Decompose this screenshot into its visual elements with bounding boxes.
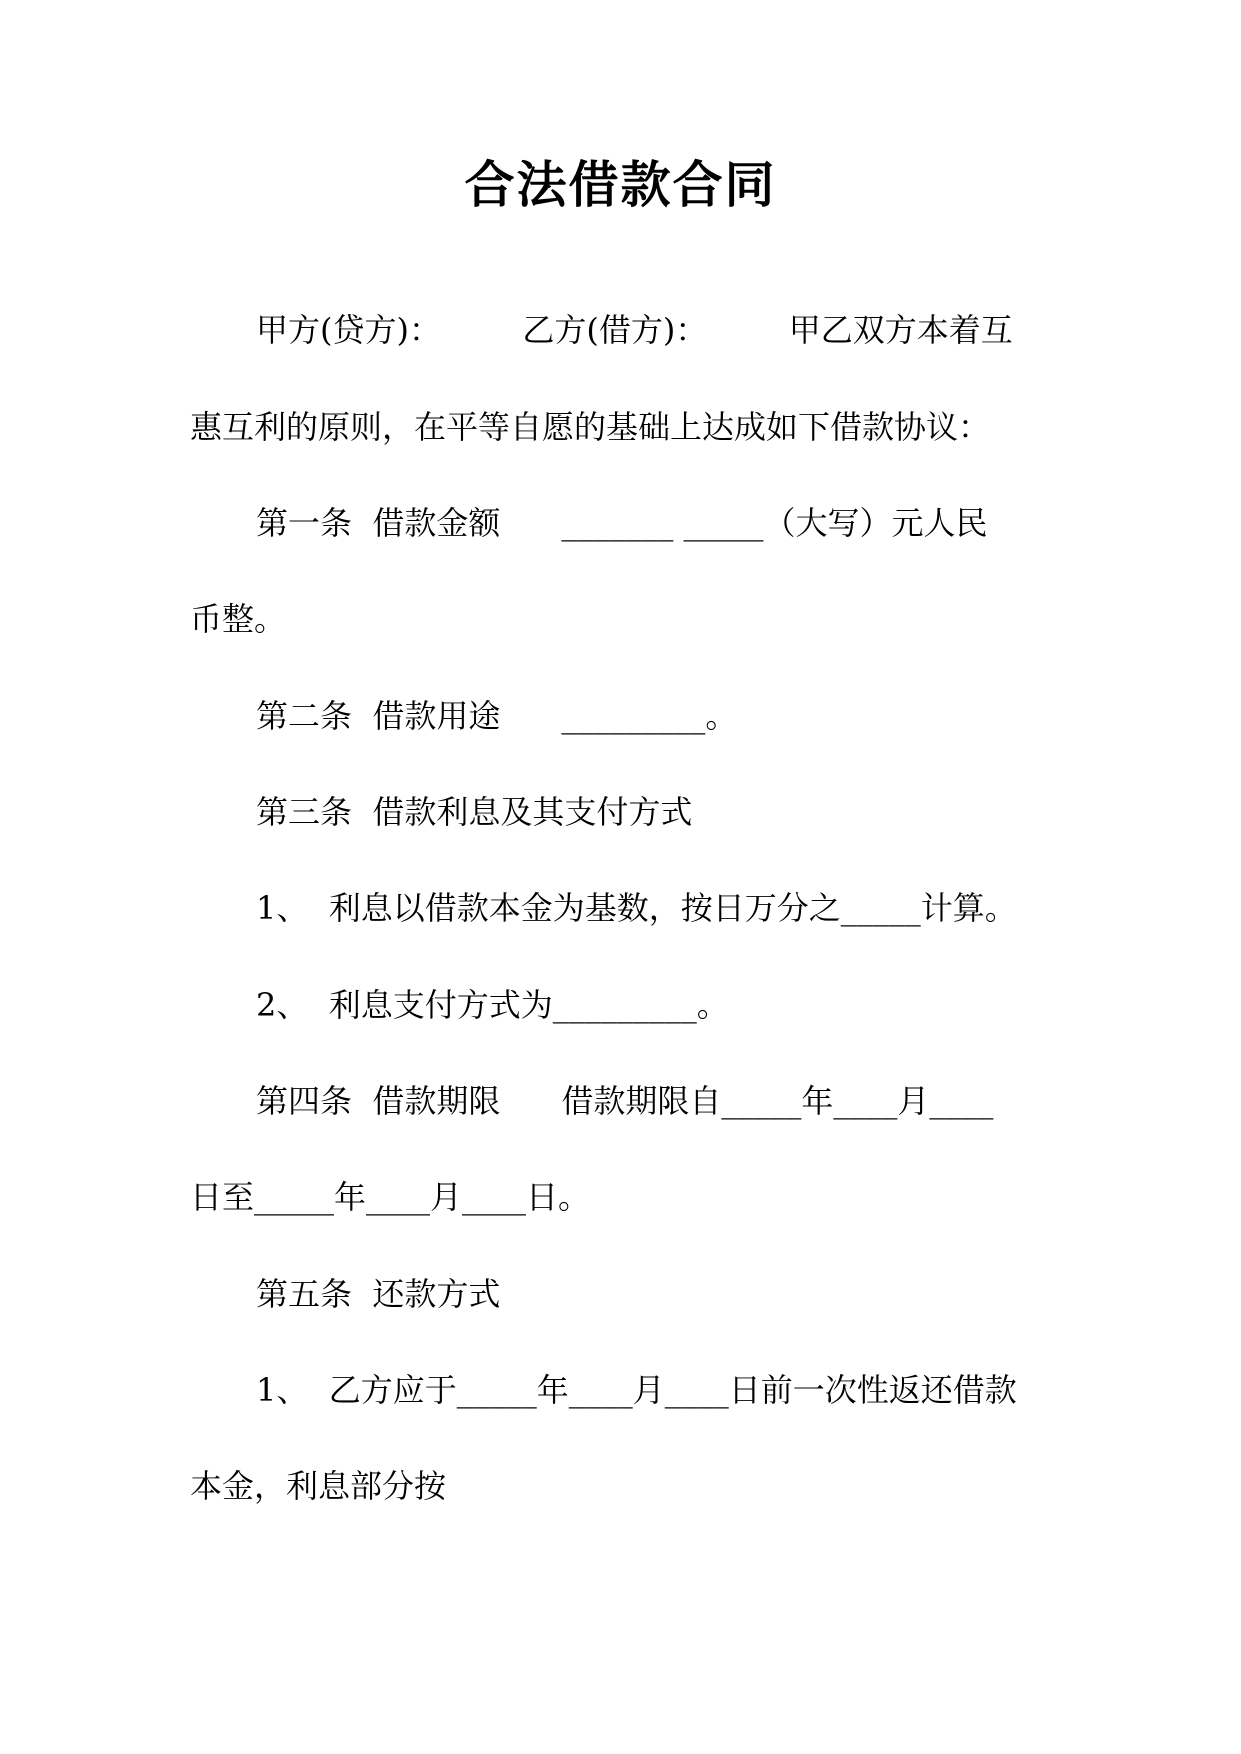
paragraph-parties-cont: 惠互利的原则，在平等自愿的基础上达成如下借款协议：	[190, 408, 991, 446]
article-4-term-cont: 日至_____年____月____日。	[190, 1178, 591, 1216]
article-5-item-1: 1、 乙方应于_____年____月____日前一次性返还借款	[256, 1371, 1017, 1409]
document-title: 合法借款合同	[464, 156, 777, 214]
article-5-item-1-cont: 本金，利息部分按	[190, 1467, 447, 1505]
article-3-item-1: 1、 利息以借款本金为基数，按日万分之_____计算。	[256, 889, 1017, 927]
article-1-amount-cont: 币整。	[190, 600, 287, 638]
article-5-heading: 第五条 还款方式	[256, 1275, 501, 1313]
article-1-amount: 第一条 借款金额 _______ _____（大写）元人民	[256, 504, 988, 542]
article-3-heading: 第三条 借款利息及其支付方式	[256, 793, 693, 831]
article-4-term: 第四条 借款期限 借款期限自_____年____月____	[256, 1082, 994, 1120]
article-2-purpose: 第二条 借款用途 _________。	[256, 697, 738, 735]
article-3-item-2: 2、 利息支付方式为_________。	[256, 986, 729, 1024]
paragraph-parties: 甲方(贷方)： 乙方(借方)： 甲乙双方本着互	[256, 311, 1013, 349]
